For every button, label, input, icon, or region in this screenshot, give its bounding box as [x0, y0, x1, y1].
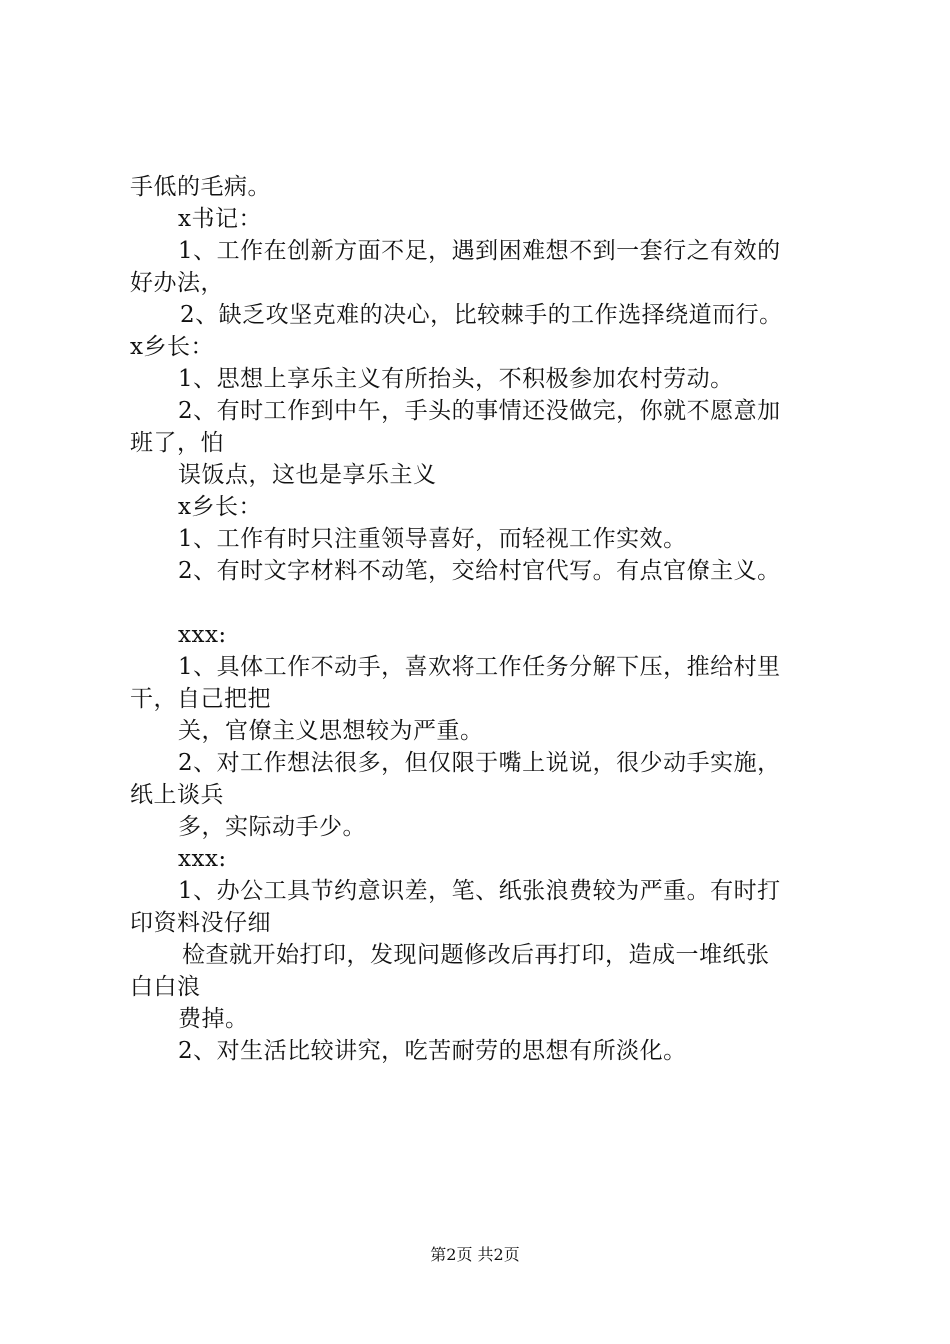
text-line: 干，自己把把: [130, 686, 271, 712]
text-line: 1、办公工具节约意识差，笔、纸张浪费较为严重。有时打: [178, 878, 781, 904]
text-line: 1、具体工作不动手，喜欢将工作任务分解下压，推给村里: [178, 654, 781, 680]
text-line: x乡长：: [178, 494, 262, 520]
text-line: 误饭点，这也是享乐主义: [178, 462, 437, 488]
text-line: 手低的毛病。: [130, 174, 271, 200]
text-line: 印资料没仔细: [130, 910, 271, 936]
text-line: xxx:: [178, 622, 227, 648]
text-line: x乡长：: [130, 334, 214, 360]
text-line: 2、对生活比较讲究，吃苦耐劳的思想有所淡化。: [178, 1038, 687, 1064]
text-line: 检查就开始打印，发现问题修改后再打印，造成一堆纸张: [182, 942, 770, 968]
text-line: 2、缺乏攻坚克难的决心，比较棘手的工作选择绕道而行。: [180, 302, 783, 328]
text-line: 1、思想上享乐主义有所抬头，不积极参加农村劳动。: [178, 366, 734, 392]
text-line: 2、对工作想法很多，但仅限于嘴上说说，很少动手实施，: [178, 750, 781, 776]
text-line: 纸上谈兵: [130, 782, 224, 808]
text-line: 好办法，: [130, 270, 224, 296]
text-line: x书记：: [178, 206, 262, 232]
text-line: 1、工作有时只注重领导喜好，而轻视工作实效。: [178, 526, 687, 552]
text-line: 班了，怕: [130, 430, 224, 456]
text-line: 白白浪: [130, 974, 201, 1000]
text-line: 1、工作在创新方面不足，遇到困难想不到一套行之有效的: [178, 238, 781, 264]
text-line: xxx:: [178, 846, 227, 872]
text-line: 2、有时文字材料不动笔，交给村官代写。有点官僚主义。: [178, 558, 781, 584]
text-line: 多，实际动手少。: [178, 814, 366, 840]
text-line: 关，官僚主义思想较为严重。: [178, 718, 484, 744]
text-line: 2、有时工作到中午，手头的事情还没做完，你就不愿意加: [178, 398, 781, 424]
page-footer: 第2页 共2页: [430, 1245, 520, 1264]
text-line: 费掉。: [178, 1006, 249, 1032]
